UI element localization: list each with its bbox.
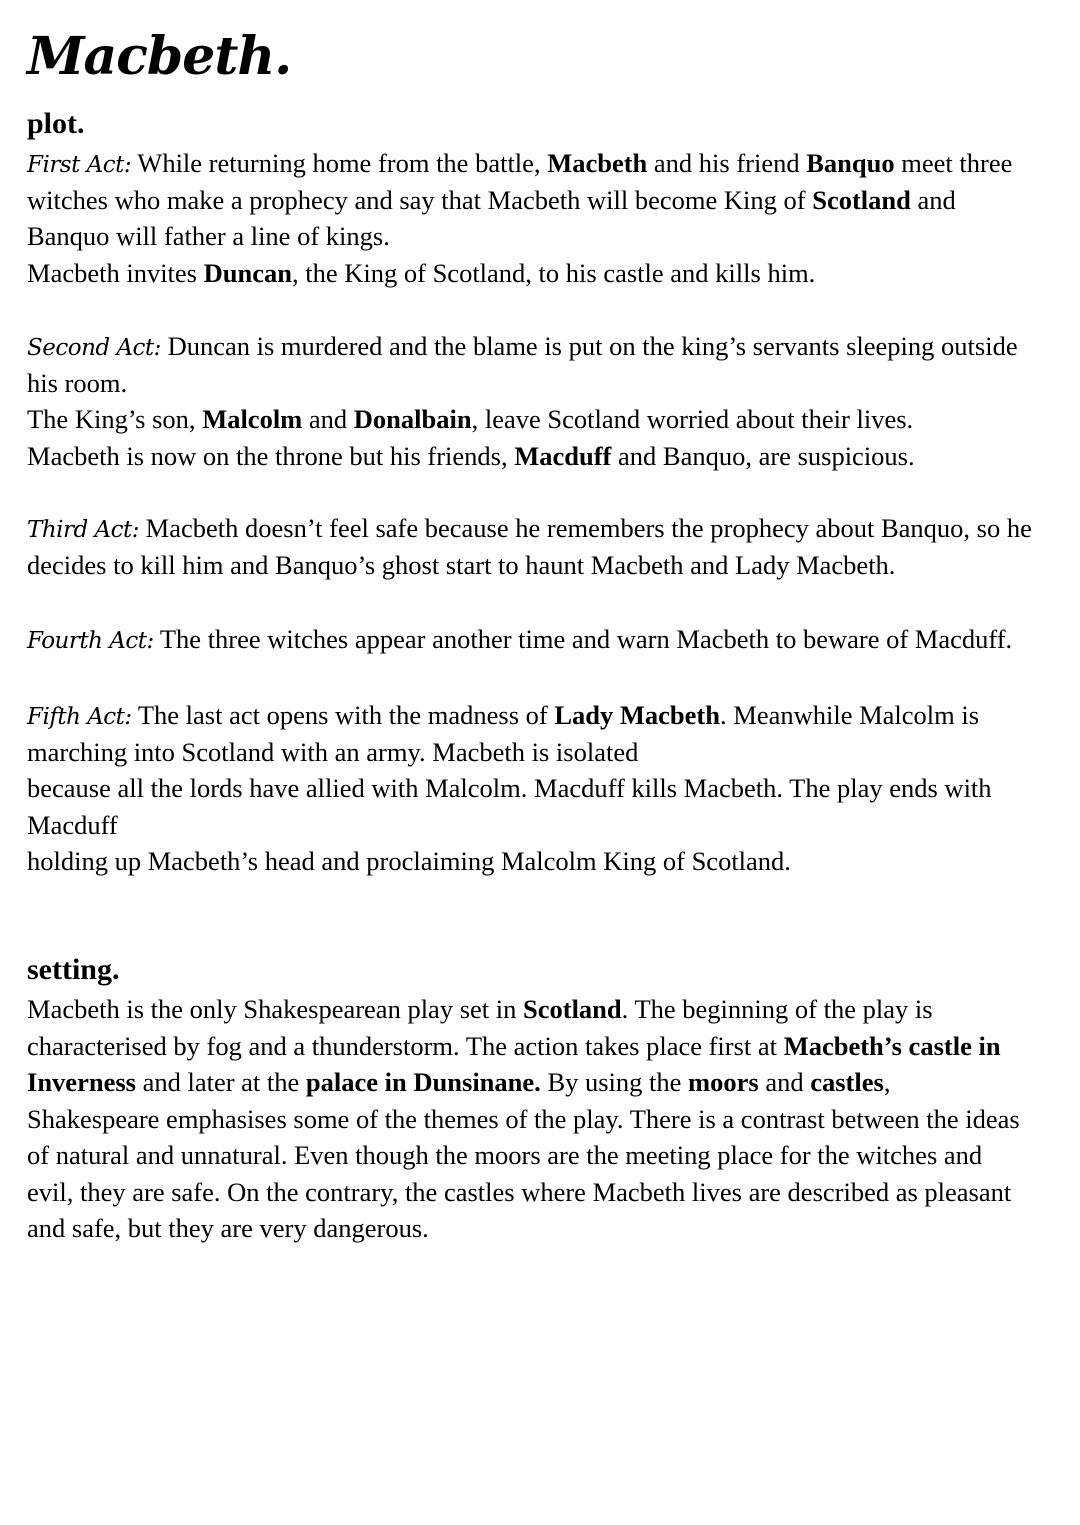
bold-term: Banquo <box>806 148 895 178</box>
text-line: holding up Macbeth’s head and proclaiming Malcolm King of Scotland. <box>27 846 791 876</box>
act-label: Third Act: <box>27 517 140 543</box>
text-line: Macbeth is now on the throne but his friends, Macduff and Banquo, are suspicious. <box>27 440 915 471</box>
text-line: Macbeth is the only Shakespearean play set in Scotland. The beginning of the play is <box>27 994 933 1024</box>
text-line: marching into Scotland with an army. Macbeth is isolated <box>27 736 639 767</box>
text-line: characterised by fog and a thunderstorm. The action takes place first at Macbeth’s castle in <box>27 1030 1001 1061</box>
act-label: Second Act: <box>27 335 161 361</box>
text-line: Inverness and later at the palace in Dunsinane. By using the moors and castles, <box>27 1067 891 1097</box>
act-paragraph-second <box>27 328 1062 474</box>
text-line: because all the lords have allied with Malcolm. Macduff kills Macbeth. The play ends with <box>27 773 992 803</box>
bold-term: moors <box>688 1067 759 1097</box>
bold-term: Malcolm <box>202 404 303 434</box>
plot-heading: plot. <box>27 107 85 140</box>
act-label: First Act: <box>27 152 132 178</box>
document-title: Macbeth. <box>27 26 292 87</box>
bold-term: castles <box>810 1067 884 1097</box>
setting-heading: setting. <box>27 953 120 986</box>
text-line: Macbeth invites Duncan, the King of Scotland, to his castle and kills him. <box>27 257 816 288</box>
text-line: Fourth Act: The three witches appear another time and warn Macbeth to beware of Macduff. <box>27 624 1013 654</box>
text-line: Banquo will father a line of kings. <box>27 221 390 251</box>
text-line: his room. <box>27 367 128 398</box>
act-label: Fourth Act: <box>27 628 154 654</box>
text-line: Second Act: Duncan is murdered and the blame is put on the king’s servants sleeping outside <box>27 331 1018 361</box>
text-line: Third Act: Macbeth doesn’t feel safe because he remembers the prophecy about Banquo, so he <box>27 513 1032 543</box>
bold-term: Duncan <box>203 257 292 288</box>
text-line: witches who make a prophecy and say that Macbeth will become King of Scotland and <box>27 184 956 215</box>
act-paragraph-fourth <box>27 621 1062 658</box>
text-line: of natural and unnatural. Even though the moors are the meeting place for the witches and <box>27 1140 983 1170</box>
act-paragraph-fifth <box>27 697 1062 880</box>
bold-term: Macbeth <box>547 148 648 178</box>
text-line: Fifth Act: The last act opens with the madness of Lady Macbeth. Meanwhile Malcolm is <box>27 700 980 730</box>
text-line: Shakespeare emphasises some of the themes of the play. There is a contrast between the ideas <box>27 1103 1020 1134</box>
text-line: evil, they are safe. On the contrary, the castles where Macbeth lives are described as pleasant <box>27 1176 1012 1207</box>
text-line: First Act: While returning home from the battle, Macbeth and his friend Banquo meet three <box>27 148 1013 178</box>
setting-paragraph <box>27 991 1062 1247</box>
act-paragraph-third <box>27 510 1062 583</box>
bold-term: Scotland <box>812 184 911 215</box>
bold-term: Macduff <box>514 440 612 471</box>
bold-term: Lady Macbeth <box>554 700 720 730</box>
act-label: Fifth Act: <box>27 704 132 730</box>
act-paragraph-first <box>27 145 1062 291</box>
bold-term: Donalbain <box>353 404 472 434</box>
text-line: and safe, but they are very dangerous. <box>27 1213 429 1243</box>
text-line: Macduff <box>27 809 118 840</box>
bold-term: Inverness <box>27 1067 136 1097</box>
text-line: decides to kill him and Banquo’s ghost start to haunt Macbeth and Lady Macbeth. <box>27 549 896 580</box>
bold-term: palace in Dunsinane. <box>305 1067 541 1097</box>
text-line: The King’s son, Malcolm and Donalbain, leave Scotland worried about their lives. <box>27 404 914 434</box>
bold-term: Macbeth’s castle in <box>783 1030 1001 1061</box>
bold-term: Scotland <box>523 994 622 1024</box>
